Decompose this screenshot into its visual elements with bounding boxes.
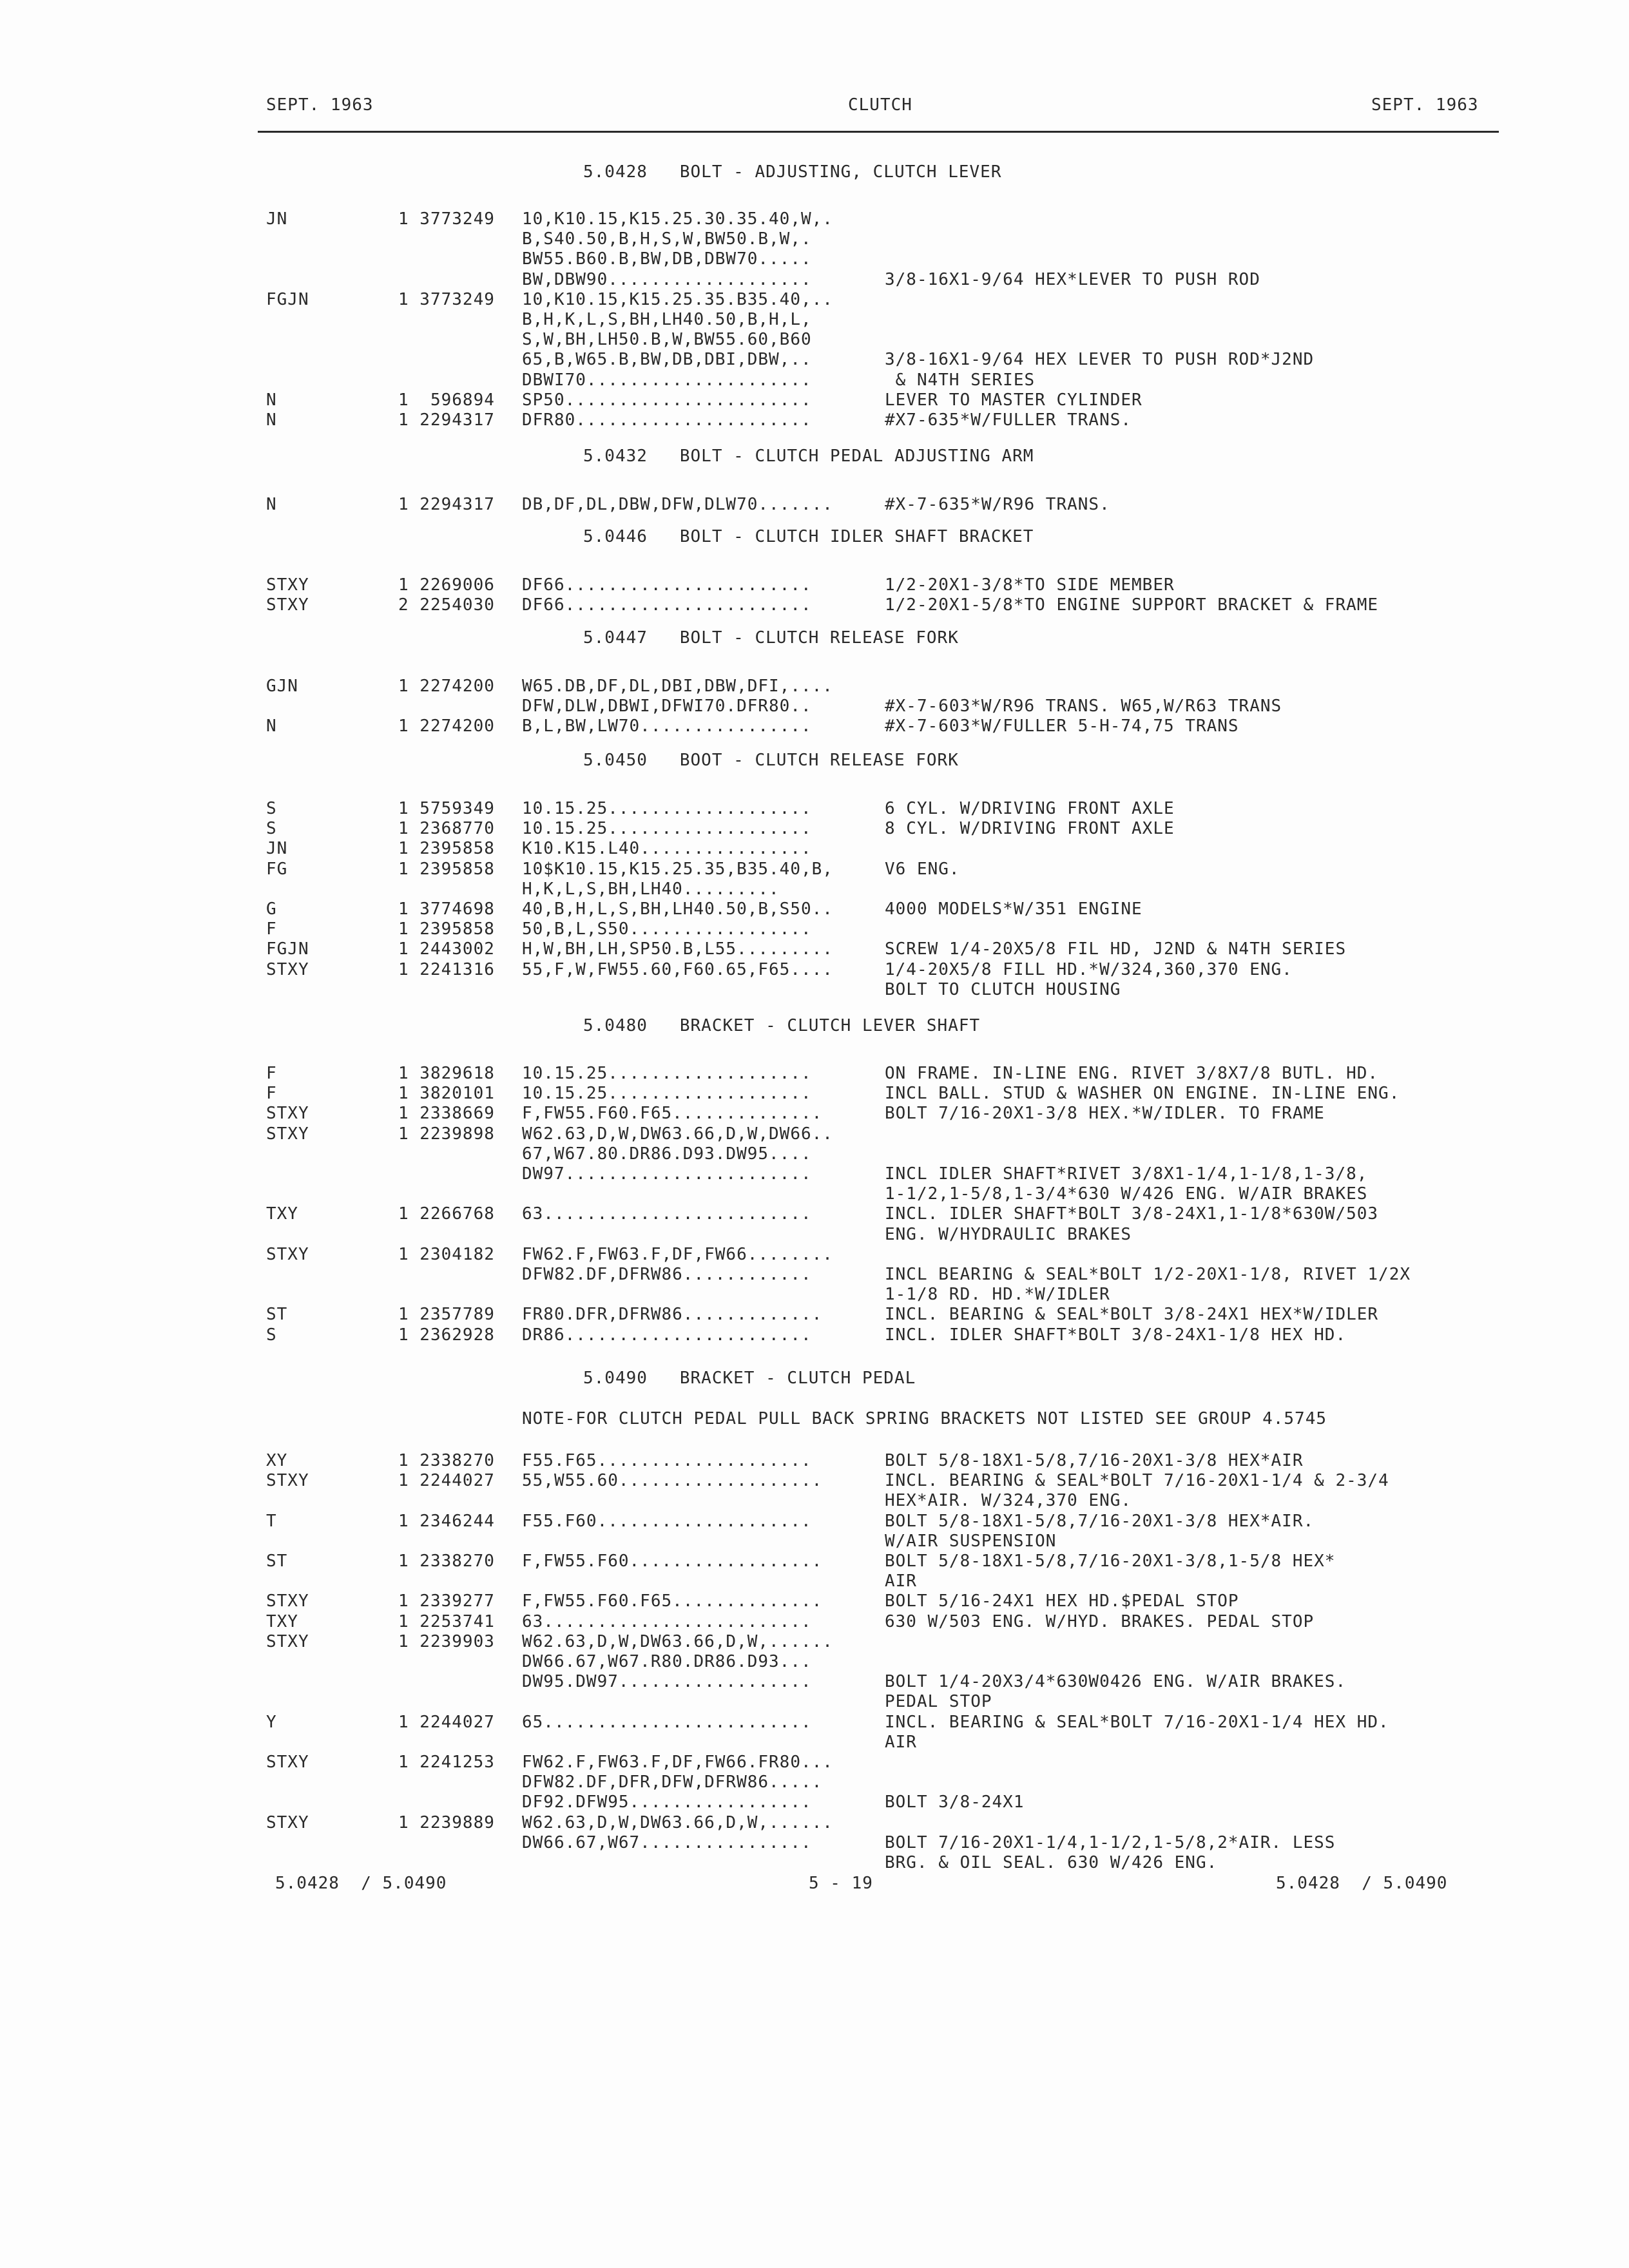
part-description: BOLT 5/8-18X1-5/8,7/16-20X1-3/8,1-5/8 HEX* xyxy=(885,1552,1336,1571)
part-number: 1 2239889 xyxy=(398,1812,495,1832)
part-number: 1 3820101 xyxy=(398,1084,495,1104)
part-row xyxy=(0,899,1629,920)
models-list: BW,DBW90................... xyxy=(522,269,812,289)
part-row xyxy=(0,1753,1629,1773)
part-description: 1/2-20X1-5/8*TO ENGINE SUPPORT BRACKET & FRAME xyxy=(885,595,1379,615)
models-list: FW62.F,FW63.F,DF,FW66........ xyxy=(522,1244,833,1264)
part-row xyxy=(0,1591,1629,1612)
series-code: XY xyxy=(266,1451,288,1470)
part-number: 1 3773249 xyxy=(398,209,495,229)
part-number: 1 2253741 xyxy=(398,1611,495,1631)
part-row xyxy=(0,410,1629,431)
models-list: F55.F65.................... xyxy=(522,1451,812,1470)
part-description: INCL. IDLER SHAFT*BOLT 3/8-24X1,1-1/8*630W/503 xyxy=(885,1204,1379,1224)
part-row xyxy=(0,1084,1629,1104)
header-rule xyxy=(258,131,1499,133)
models-list: DR86....................... xyxy=(522,1325,812,1345)
series-code: STXY xyxy=(266,1753,309,1772)
part-description: 630 W/503 ENG. W/HYD. BRAKES. PEDAL STOP xyxy=(885,1611,1315,1631)
part-description: HEX*AIR. W/324,370 ENG. xyxy=(885,1491,1132,1511)
models-list: FW62.F,FW63.F,DF,FW66.FR80... xyxy=(522,1753,833,1772)
part-number: 1 2239903 xyxy=(398,1631,495,1651)
series-code: GJN xyxy=(266,677,298,696)
part-description: AIR xyxy=(885,1571,917,1591)
part-description: BOLT 5/16-24X1 HEX HD.$PEDAL STOP xyxy=(885,1591,1239,1611)
series-code: STXY xyxy=(266,595,309,615)
series-code: STXY xyxy=(266,1124,309,1144)
part-description: BRG. & OIL SEAL. 630 W/426 ENG. xyxy=(885,1853,1218,1872)
part-description: 1/2-20X1-3/8*TO SIDE MEMBER xyxy=(885,575,1175,595)
part-number: 1 2368770 xyxy=(398,819,495,839)
part-row xyxy=(0,1124,1629,1145)
part-row xyxy=(0,677,1629,697)
footer-page-number: 5 - 19 xyxy=(809,1874,873,1893)
part-row xyxy=(0,1733,1629,1753)
models-list: 10.15.25................... xyxy=(522,799,812,818)
part-description: 8 CYL. W/DRIVING FRONT AXLE xyxy=(885,819,1175,839)
part-number: 1 2244027 xyxy=(398,1471,495,1491)
part-row xyxy=(0,310,1629,331)
models-list: F55.F60.................... xyxy=(522,1511,812,1531)
part-number: 1 3774698 xyxy=(398,899,495,919)
models-list: DFW82.DF,DFRW86............ xyxy=(522,1265,812,1284)
models-list: W65.DB,DF,DL,DBI,DBW,DFI,.... xyxy=(522,677,833,696)
part-row xyxy=(0,1204,1629,1225)
models-list: SP50....................... xyxy=(522,390,812,410)
part-description: V6 ENG. xyxy=(885,859,960,879)
part-row xyxy=(0,1532,1629,1552)
section-title: 5.0447 BOLT - CLUTCH RELEASE FORK xyxy=(583,628,959,648)
models-list: F,FW55.F60.F65.............. xyxy=(522,1591,823,1611)
part-row xyxy=(0,229,1629,250)
part-row xyxy=(0,1305,1629,1325)
header-right-date: SEPT. 1963 xyxy=(1371,95,1479,115)
part-description: INCL. BEARING & SEAL*BOLT 7/16-20X1-1/4 & 2-3/4 xyxy=(885,1471,1389,1491)
models-list: 67,W67.80.DR86.D93.DW95.... xyxy=(522,1144,812,1164)
part-row xyxy=(0,249,1629,270)
part-row xyxy=(0,1245,1629,1265)
series-code: STXY xyxy=(266,575,309,595)
part-row xyxy=(0,330,1629,351)
series-code: JN xyxy=(266,839,288,859)
part-description: LEVER TO MASTER CYLINDER xyxy=(885,390,1142,410)
part-number: 1 2294317 xyxy=(398,410,495,430)
models-list: H,W,BH,LH,SP50.B,L55......... xyxy=(522,939,833,959)
part-number: 1 2339277 xyxy=(398,1591,495,1611)
part-number: 2 2254030 xyxy=(398,595,495,615)
part-number: 1 2357789 xyxy=(398,1305,495,1325)
models-list: DW97....................... xyxy=(522,1164,812,1184)
part-description: INCL BEARING & SEAL*BOLT 1/2-20X1-1/8, RIVET 1/2X xyxy=(885,1265,1411,1284)
part-number: 1 2269006 xyxy=(398,575,495,595)
part-description: BOLT TO CLUTCH HOUSING xyxy=(885,979,1121,999)
part-row xyxy=(0,390,1629,411)
part-description: BOLT 5/8-18X1-5/8,7/16-20X1-3/8 HEX*AIR xyxy=(885,1451,1304,1470)
part-number: 1 2266768 xyxy=(398,1204,495,1224)
part-description: BOLT 3/8-24X1 xyxy=(885,1792,1025,1812)
part-row xyxy=(0,350,1629,370)
series-code: F xyxy=(266,1064,277,1083)
models-list: DFW,DLW,DBWI,DFWI70.DFR80.. xyxy=(522,697,812,716)
part-row xyxy=(0,1792,1629,1813)
models-list: 10$K10.15,K15.25.35,B35.40,B, xyxy=(522,859,833,879)
models-list: S,W,BH,LH50.B,W,BW55.60,B60 xyxy=(522,330,812,350)
part-row xyxy=(0,960,1629,981)
series-code: JN xyxy=(266,209,288,229)
part-row xyxy=(0,1225,1629,1245)
part-number: 1 2443002 xyxy=(398,939,495,959)
models-list: DB,DF,DL,DBW,DFW,DLW70....... xyxy=(522,495,833,514)
series-code: STXY xyxy=(266,1104,309,1124)
part-row xyxy=(0,270,1629,291)
models-list: F,FW55.F60.F65.............. xyxy=(522,1104,823,1124)
models-list: K10.K15.L40................ xyxy=(522,839,812,859)
models-list: DFR80...................... xyxy=(522,410,812,430)
part-row xyxy=(0,839,1629,860)
part-description: 3/8-16X1-9/64 HEX*LEVER TO PUSH ROD xyxy=(885,269,1260,289)
series-code: N xyxy=(266,716,277,736)
section-title: 5.0428 BOLT - ADJUSTING, CLUTCH LEVER xyxy=(583,162,1002,182)
series-code: ST xyxy=(266,1305,288,1325)
part-number: 1 596894 xyxy=(398,390,495,410)
part-description: 4000 MODELS*W/351 ENGINE xyxy=(885,899,1142,919)
series-code: ST xyxy=(266,1552,288,1571)
series-code: F xyxy=(266,1084,277,1104)
models-list: 10.15.25................... xyxy=(522,819,812,839)
part-row xyxy=(0,1813,1629,1834)
series-code: FG xyxy=(266,859,288,879)
part-row xyxy=(0,716,1629,737)
part-row xyxy=(0,575,1629,596)
part-row xyxy=(0,1285,1629,1305)
part-row xyxy=(0,1064,1629,1084)
part-number: 1 2294317 xyxy=(398,495,495,514)
part-number: 1 2395858 xyxy=(398,839,495,859)
series-code: STXY xyxy=(266,1812,309,1832)
part-number: 1 3829618 xyxy=(398,1064,495,1083)
part-row xyxy=(0,1552,1629,1572)
models-list: DBWI70..................... xyxy=(522,370,812,390)
models-list: B,L,BW,LW70................ xyxy=(522,716,812,736)
part-description: W/AIR SUSPENSION xyxy=(885,1531,1057,1551)
part-description: SCREW 1/4-20X5/8 FIL HD, J2ND & N4TH SERIES xyxy=(885,939,1347,959)
part-description: BOLT 5/8-18X1-5/8,7/16-20X1-3/8 HEX*AIR. xyxy=(885,1511,1315,1531)
models-list: 65,B,W65.B,BW,DB,DBI,DBW,.. xyxy=(522,350,812,370)
part-row xyxy=(0,209,1629,230)
part-number: 1 2274200 xyxy=(398,716,495,736)
models-list: DF66....................... xyxy=(522,595,812,615)
models-list: DW66.67,W67.R80.DR86.D93... xyxy=(522,1652,812,1671)
series-code: S xyxy=(266,1325,277,1345)
series-code: T xyxy=(266,1511,277,1531)
section-title: 5.0432 BOLT - CLUTCH PEDAL ADJUSTING ARM xyxy=(583,447,1034,466)
series-code: N xyxy=(266,495,277,514)
part-number: 1 2244027 xyxy=(398,1712,495,1732)
section-title: 5.0490 BRACKET - CLUTCH PEDAL xyxy=(583,1369,916,1388)
series-code: N xyxy=(266,390,277,410)
models-list: 10.15.25................... xyxy=(522,1064,812,1083)
models-list: 50,B,L,S50................. xyxy=(522,919,812,939)
series-code: F xyxy=(266,919,277,939)
part-description: 1-1/8 RD. HD.*W/IDLER xyxy=(885,1285,1110,1305)
models-list: FR80.DFR,DFRW86............. xyxy=(522,1305,823,1325)
part-row xyxy=(0,1713,1629,1733)
part-description: 1/4-20X5/8 FILL HD.*W/324,360,370 ENG. xyxy=(885,959,1293,979)
part-row xyxy=(0,697,1629,717)
section-title: 5.0480 BRACKET - CLUTCH LEVER SHAFT xyxy=(583,1016,981,1035)
models-list: F,FW55.F60.................. xyxy=(522,1552,823,1571)
models-list: 63......................... xyxy=(522,1611,812,1631)
part-description: #X7-635*W/FULLER TRANS. xyxy=(885,410,1132,430)
part-number: 1 2274200 xyxy=(398,677,495,696)
part-row xyxy=(0,1104,1629,1124)
part-description: BOLT 7/16-20X1-1/4,1-1/2,1-5/8,2*AIR. LESS xyxy=(885,1832,1336,1852)
part-description: #X-7-603*W/FULLER 5-H-74,75 TRANS xyxy=(885,716,1239,736)
part-row xyxy=(0,980,1629,1001)
part-row xyxy=(0,1144,1629,1165)
part-description: INCL BALL. STUD & WASHER ON ENGINE. IN-LINE ENG. xyxy=(885,1084,1400,1104)
footer-left-range: 5.0428 / 5.0490 xyxy=(275,1874,447,1893)
models-list: DF92.DFW95................. xyxy=(522,1792,812,1812)
part-row xyxy=(0,1612,1629,1633)
part-row xyxy=(0,819,1629,840)
models-list: W62.63,D,W,DW63.66,D,W,...... xyxy=(522,1631,833,1651)
part-row xyxy=(0,1471,1629,1492)
part-number: 1 2241253 xyxy=(398,1753,495,1772)
part-row xyxy=(0,919,1629,940)
models-list: W62.63,D,W,DW63.66,D,W,DW66.. xyxy=(522,1124,833,1144)
section-title: 5.0446 BOLT - CLUTCH IDLER SHAFT BRACKET xyxy=(583,527,1034,546)
part-row xyxy=(0,1652,1629,1673)
models-list: 65......................... xyxy=(522,1712,812,1732)
part-row xyxy=(0,1164,1629,1185)
part-row xyxy=(0,799,1629,820)
series-code: S xyxy=(266,819,277,839)
section-title: 5.0450 BOOT - CLUTCH RELEASE FORK xyxy=(583,751,959,770)
models-list: B,H,K,L,S,BH,LH40.50,B,H,L, xyxy=(522,310,812,329)
part-row xyxy=(0,1265,1629,1285)
part-row xyxy=(0,1773,1629,1793)
part-number: 1 2241316 xyxy=(398,959,495,979)
part-description: 3/8-16X1-9/64 HEX LEVER TO PUSH ROD*J2ND xyxy=(885,350,1315,370)
series-code: N xyxy=(266,410,277,430)
part-number: 1 2338669 xyxy=(398,1104,495,1124)
series-code: FGJN xyxy=(266,939,309,959)
models-list: 40,B,H,L,S,BH,LH40.50,B,S50.. xyxy=(522,899,833,919)
part-description: AIR xyxy=(885,1732,917,1752)
part-number: 1 2338270 xyxy=(398,1451,495,1470)
models-list: BW55.B60.B,BW,DB,DBW70..... xyxy=(522,249,812,269)
part-description: 1-1/2,1-5/8,1-3/4*630 W/426 ENG. W/AIR BRAKES xyxy=(885,1184,1368,1204)
part-number: 1 2395858 xyxy=(398,859,495,879)
series-code: STXY xyxy=(266,1244,309,1264)
series-code: Y xyxy=(266,1712,277,1732)
part-row xyxy=(0,1853,1629,1874)
part-number: 1 3773249 xyxy=(398,289,495,309)
series-code: FGJN xyxy=(266,289,309,309)
models-list: 55,W55.60................... xyxy=(522,1471,823,1491)
part-row xyxy=(0,595,1629,616)
models-list: 10,K10.15,K15.25.30.35.40,W,. xyxy=(522,209,833,229)
models-list: DW95.DW97.................. xyxy=(522,1672,812,1692)
models-list: DW66.67,W67................ xyxy=(522,1832,812,1852)
header-left-date: SEPT. 1963 xyxy=(266,95,374,115)
part-row xyxy=(0,879,1629,900)
part-row xyxy=(0,1184,1629,1205)
models-list: DF66....................... xyxy=(522,575,812,595)
part-number: 1 2395858 xyxy=(398,919,495,939)
header-title: CLUTCH xyxy=(848,95,912,115)
models-list: H,K,L,S,BH,LH40......... xyxy=(522,879,780,899)
part-description: 6 CYL. W/DRIVING FRONT AXLE xyxy=(885,799,1175,818)
series-code: TXY xyxy=(266,1611,298,1631)
part-description: #X-7-635*W/R96 TRANS. xyxy=(885,495,1110,514)
models-list: 10.15.25................... xyxy=(522,1084,812,1104)
part-row xyxy=(0,1325,1629,1346)
part-description: ENG. W/HYDRAULIC BRAKES xyxy=(885,1224,1132,1244)
series-code: STXY xyxy=(266,959,309,979)
part-row xyxy=(0,1512,1629,1532)
models-list: W62.63,D,W,DW63.66,D,W,...... xyxy=(522,1812,833,1832)
part-number: 1 2346244 xyxy=(398,1511,495,1531)
part-row xyxy=(0,860,1629,880)
series-code: S xyxy=(266,799,277,818)
part-number: 1 2362928 xyxy=(398,1325,495,1345)
series-code: STXY xyxy=(266,1471,309,1491)
part-number: 1 2239898 xyxy=(398,1124,495,1144)
models-list: 55,F,W,FW55.60,F60.65,F65.... xyxy=(522,959,833,979)
series-code: STXY xyxy=(266,1591,309,1611)
part-description: INCL. BEARING & SEAL*BOLT 7/16-20X1-1/4 HEX HD. xyxy=(885,1712,1389,1732)
models-list: 10,K10.15,K15.25.35.B35.40,.. xyxy=(522,289,833,309)
part-description: INCL IDLER SHAFT*RIVET 3/8X1-1/4,1-1/8,1-3/8, xyxy=(885,1164,1368,1184)
part-description: INCL. BEARING & SEAL*BOLT 3/8-24X1 HEX*W/IDLER xyxy=(885,1305,1379,1325)
part-number: 1 5759349 xyxy=(398,799,495,818)
models-list: B,S40.50,B,H,S,W,BW50.B,W,. xyxy=(522,229,812,249)
part-row xyxy=(0,370,1629,391)
part-row xyxy=(0,1632,1629,1653)
series-code: STXY xyxy=(266,1631,309,1651)
series-code: G xyxy=(266,899,277,919)
part-description: BOLT 7/16-20X1-3/8 HEX.*W/IDLER. TO FRAME xyxy=(885,1104,1325,1124)
part-row xyxy=(0,1672,1629,1693)
models-list: DFW82.DF,DFR,DFW,DFRW86..... xyxy=(522,1773,823,1792)
part-row xyxy=(0,1571,1629,1592)
part-row xyxy=(0,1491,1629,1512)
part-number: 1 2338270 xyxy=(398,1552,495,1571)
part-description: #X-7-603*W/R96 TRANS. W65,W/R63 TRANS xyxy=(885,697,1282,716)
section-note: NOTE-FOR CLUTCH PEDAL PULL BACK SPRING BRACKETS NOT LISTED SEE GROUP 4.5745 xyxy=(522,1409,1327,1428)
part-row xyxy=(0,1833,1629,1854)
part-row xyxy=(0,1451,1629,1472)
part-description: & N4TH SERIES xyxy=(885,370,1036,390)
part-row xyxy=(0,939,1629,960)
part-row xyxy=(0,495,1629,515)
part-number: 1 2304182 xyxy=(398,1244,495,1264)
part-description: PEDAL STOP xyxy=(885,1692,992,1712)
part-row xyxy=(0,1692,1629,1713)
footer-right-range: 5.0428 / 5.0490 xyxy=(1276,1874,1448,1893)
part-description: ON FRAME. IN-LINE ENG. RIVET 3/8X7/8 BUTL. HD. xyxy=(885,1064,1379,1083)
part-row xyxy=(0,290,1629,311)
part-description: INCL. IDLER SHAFT*BOLT 3/8-24X1-1/8 HEX HD. xyxy=(885,1325,1347,1345)
part-description: BOLT 1/4-20X3/4*630W0426 ENG. W/AIR BRAKES. xyxy=(885,1672,1347,1692)
models-list: 63......................... xyxy=(522,1204,812,1224)
series-code: TXY xyxy=(266,1204,298,1224)
